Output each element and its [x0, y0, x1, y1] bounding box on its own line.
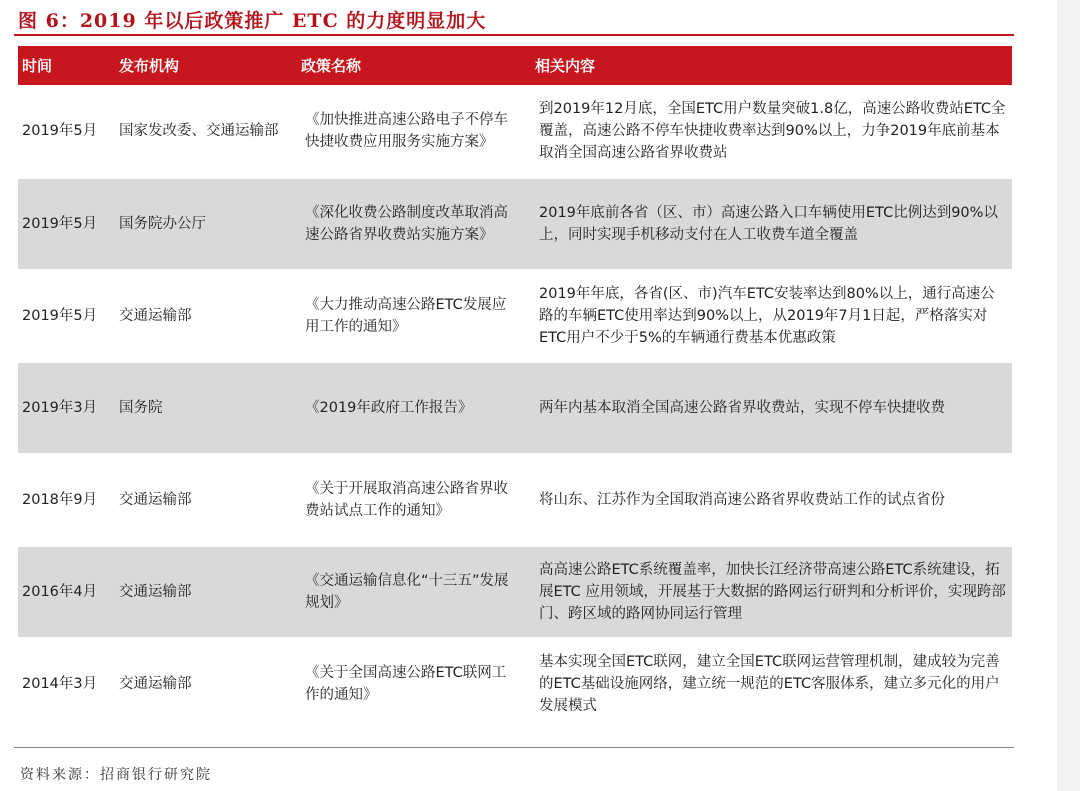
- cell-date: 2019年5月: [18, 270, 115, 362]
- cell-content: 高高速公路ETC系统覆盖率，加快长江经济带高速公路ETC系统建设，拓展ETC 应用领域，开展基于大数据的路网运行研判和分析评价，实现跨部门、跨区域的路网协同运行管理: [531, 546, 1012, 638]
- cell-policy-name: 《深化收费公路制度改革取消高速公路省界收费站实施方案》: [297, 178, 531, 270]
- cell-content: 2019年年底，各省(区、市)汽车ETC安装率达到80%以上，通行高速公路的车辆ETC使用率达到90%以上，从2019年7月1日起，严格落实对ETC用户不少于5%的车辆通行费基本优惠政策: [531, 270, 1012, 362]
- cell-org: 国务院办公厅: [115, 178, 297, 270]
- cell-policy-name: 《交通运输信息化“十三五”发展规划》: [297, 546, 531, 638]
- cell-policy-name: 《大力推动高速公路ETC发展应用工作的通知》: [297, 270, 531, 362]
- header-date: 时间: [18, 46, 115, 85]
- header-content: 相关内容: [531, 46, 1012, 85]
- figure-title: 图 6：2019 年以后政策推广 ETC 的力度明显加大: [18, 10, 487, 32]
- policy-table: [18, 46, 1012, 731]
- source-note: 资料来源：招商银行研究院: [20, 767, 212, 783]
- cell-content: 两年内基本取消全国高速公路省界收费站，实现不停车快捷收费: [531, 362, 1012, 454]
- cell-date: 2019年3月: [18, 362, 115, 454]
- cell-date: 2019年5月: [18, 178, 115, 270]
- table-body: [18, 85, 1012, 730]
- cell-content: 将山东、江苏作为全国取消高速公路省界收费站工作的试点省份: [531, 454, 1012, 546]
- title-divider: [14, 34, 1014, 36]
- cell-org: 国家发改委、交通运输部: [115, 85, 297, 178]
- cell-date: 2019年5月: [18, 85, 115, 178]
- cell-org: 交通运输部: [115, 270, 297, 362]
- cell-policy-name: 《2019年政府工作报告》: [297, 362, 531, 454]
- cell-content: 2019年底前各省（区、市）高速公路入口车辆使用ETC比例达到90%以上，同时实现手机移动支付在人工收费车道全覆盖: [531, 178, 1012, 270]
- page-edge-shade: [1057, 0, 1080, 791]
- cell-date: 2018年9月: [18, 454, 115, 546]
- cell-org: 交通运输部: [115, 454, 297, 546]
- cell-org: 国务院: [115, 362, 297, 454]
- cell-org: 交通运输部: [115, 638, 297, 730]
- table-row: [18, 638, 1012, 730]
- cell-policy-name: 《关于全国高速公路ETC联网工作的通知》: [297, 638, 531, 730]
- cell-content: 基本实现全国ETC联网，建立全国ETC联网运营管理机制，建成较为完善的ETC基础设施网络，建立统一规范的ETC客服体系，建立多元化的用户发展模式: [531, 638, 1012, 730]
- header-org: 发布机构: [115, 46, 297, 85]
- cell-org: 交通运输部: [115, 546, 297, 638]
- source-divider: [14, 747, 1014, 748]
- cell-policy-name: 《关于开展取消高速公路省界收费站试点工作的通知》: [297, 454, 531, 546]
- table-header: [18, 46, 1012, 85]
- cell-date: 2016年4月: [18, 546, 115, 638]
- table-row: [18, 178, 1012, 270]
- table-row: [18, 85, 1012, 178]
- cell-date: 2014年3月: [18, 638, 115, 730]
- table-row: [18, 270, 1012, 362]
- table-row: [18, 546, 1012, 638]
- header-policy-name: 政策名称: [297, 46, 531, 85]
- cell-content: 到2019年12月底，全国ETC用户数量突破1.8亿，高速公路收费站ETC全覆盖，高速公路不停车快捷收费率达到90%以上，力争2019年底前基本取消全国高速公路省界收费站: [531, 85, 1012, 178]
- table-row: [18, 454, 1012, 546]
- table-row: [18, 362, 1012, 454]
- cell-policy-name: 《加快推进高速公路电子不停车快捷收费应用服务实施方案》: [297, 85, 531, 178]
